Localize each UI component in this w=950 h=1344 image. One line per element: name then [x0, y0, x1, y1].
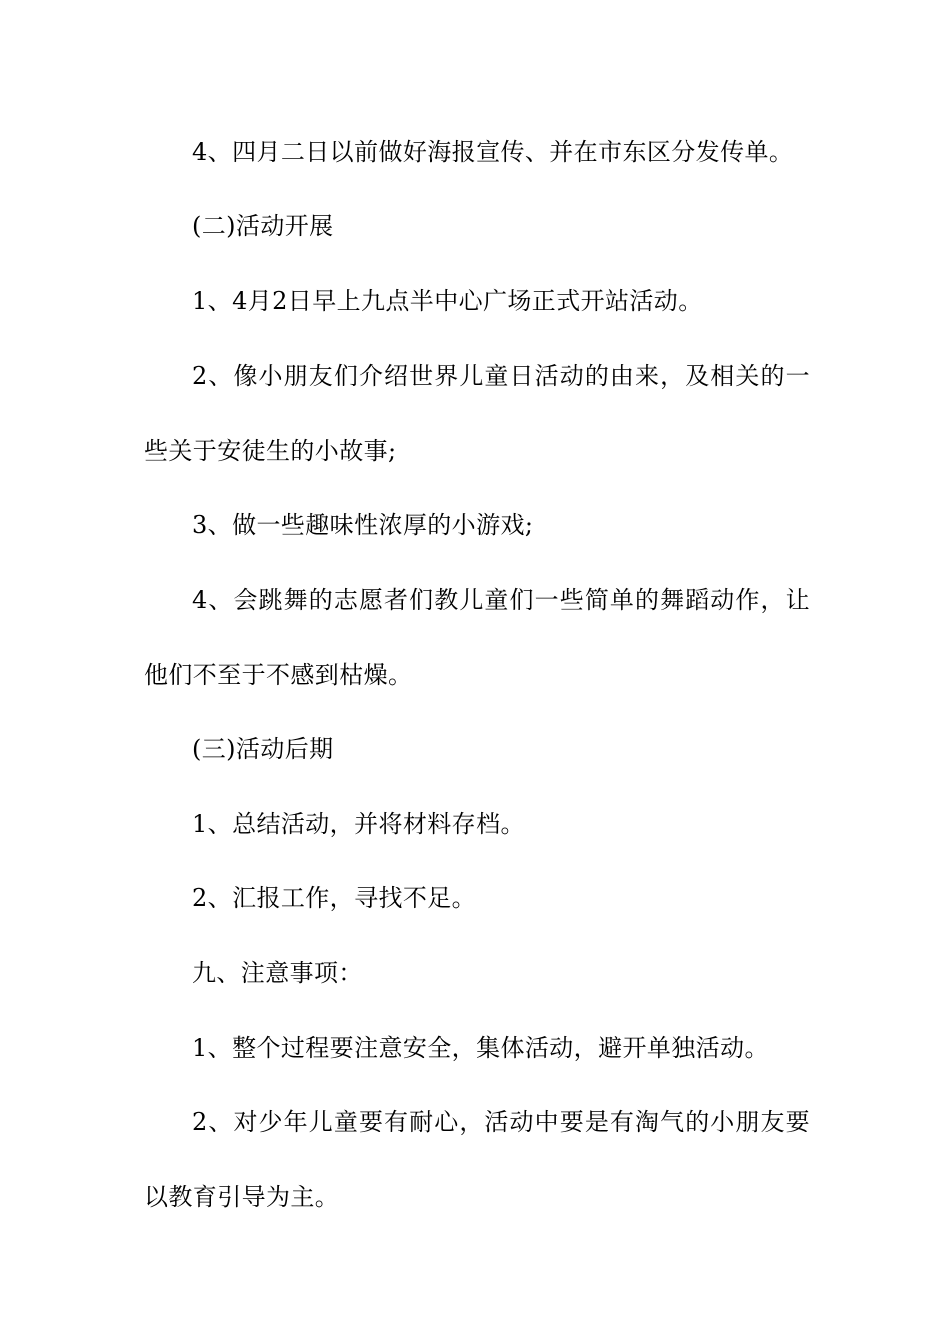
- paragraph-summary-item: 1、总结活动，并将材料存档。: [192, 810, 525, 838]
- paragraph-opening-item: 1、4月2日早上九点半中心广场正式开站活动。: [192, 287, 703, 315]
- section-heading-notes: 九、注意事项：: [192, 959, 363, 987]
- paragraph-patience-item: 2、对少年儿童要有耐心，活动中要是有淘气的小朋友要以教育引导为主。: [144, 1108, 810, 1211]
- paragraph-report-item: 2、汇报工作，寻找不足。: [192, 884, 477, 912]
- paragraph-games-item: 3、做一些趣味性浓厚的小游戏;: [192, 511, 534, 539]
- paragraph-publicity-item: 4、四月二日以前做好海报宣传、并在市东区分发传单。: [192, 138, 794, 166]
- section-heading-activity-execution: (二)活动开展: [192, 212, 334, 240]
- paragraph-introduction-item: 2、像小朋友们介绍世界儿童日活动的由来，及相关的一些关于安徒生的小故事;: [144, 362, 810, 465]
- section-heading-post-activity: (三)活动后期: [192, 735, 334, 763]
- paragraph-dance-item: 4、会跳舞的志愿者们教儿童们一些简单的舞蹈动作，让他们不至于不感到枯燥。: [144, 586, 810, 689]
- paragraph-safety-item: 1、整个过程要注意安全，集体活动，避开单独活动。: [192, 1034, 769, 1062]
